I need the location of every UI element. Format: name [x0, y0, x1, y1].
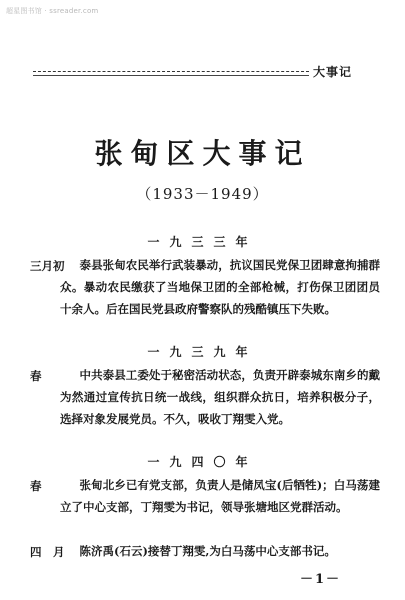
year-heading-1940: 一九四〇年: [147, 455, 258, 469]
date-range-subtitle: （1933－1949）: [136, 185, 269, 203]
entry-text: 张甸北乡已有党支部，负责人是储凤宝(后牺牲)；白马荡建立了中心支部，丁翔雯为书记，领导张塘地区党群活动。: [60, 478, 380, 514]
running-head: 大事记: [313, 65, 353, 79]
entry-date: 春: [30, 369, 42, 383]
entry-text: 陈济禹(石云)接替丁翔雯,为白马荡中心支部书记。: [79, 544, 336, 558]
entry-date: 春: [30, 479, 42, 493]
page-title: 张甸区大事记: [94, 137, 311, 170]
year-heading-1933: 一九三三年: [147, 235, 258, 249]
entry-text: 泰县张甸农民举行武装暴动，抗议国民党保卫团肆意拘捕群众。暴动农民缴获了当地保卫团的全部枪械，打伤保卫团团员十余人。后在国民党县政府警察队的残酷镇压下失败。: [60, 258, 380, 316]
entry-text: 中共泰县工委处于秘密活动状态，负责开辟泰城东南乡的戴为然通过宣传抗日统一战线，组织群众抗日，培养积极分子，选择对象发展党员。不久，吸收丁翔雯入党。: [60, 368, 380, 426]
entry-date: 四 月: [30, 545, 65, 559]
year-heading-1939: 一九三九年: [147, 345, 258, 359]
page-number: －1－: [300, 572, 342, 587]
header-rule-line: [33, 75, 309, 76]
entry-date: 三月初: [30, 259, 65, 273]
watermark: 超星图书馆 · ssreader.com: [6, 7, 99, 15]
header-rule: [33, 71, 309, 74]
